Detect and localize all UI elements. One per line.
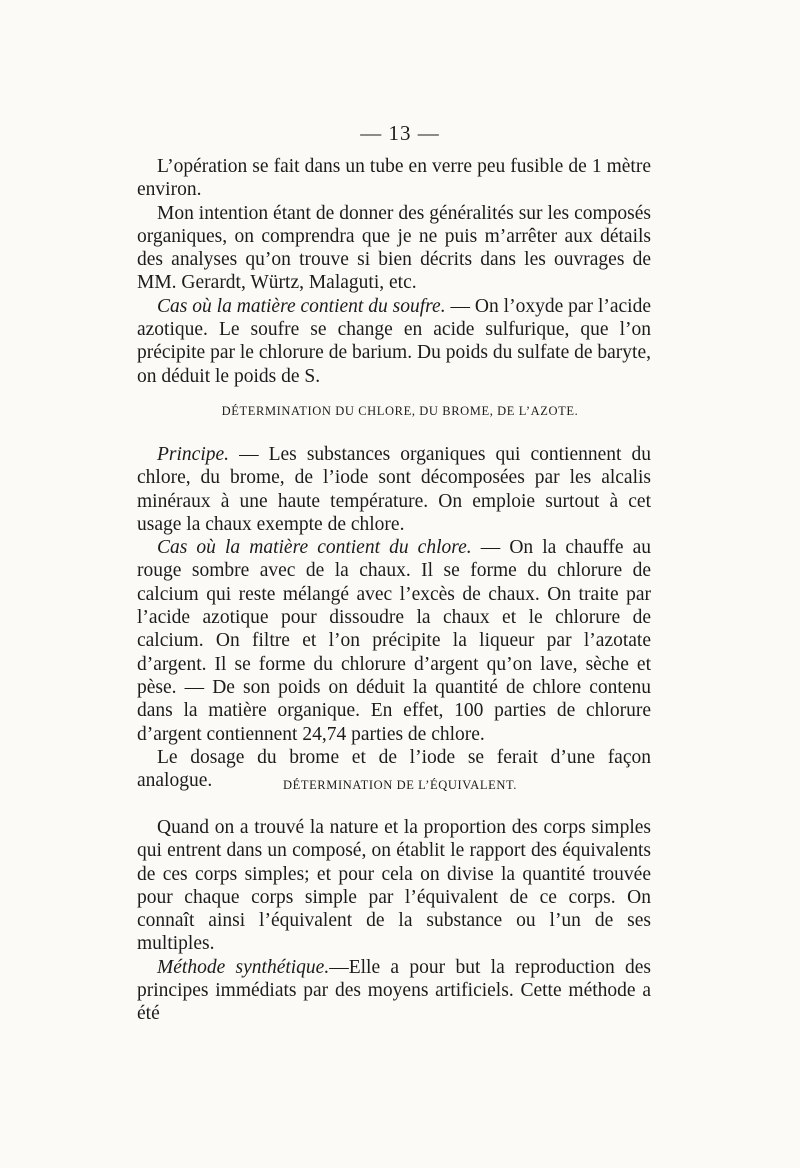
heading-equivalent: DÉTERMINATION DE L’ÉQUIVALENT. bbox=[282, 778, 518, 792]
section-opening bbox=[137, 155, 651, 388]
sulfur-case-text: — On l’oxyde par l’acide azotique. Le soufre se change en acide sulfurique, que l’on précipite par le chlorure de barium. Du poids du sulfate de baryte, on déduit le poids de S. bbox=[137, 295, 652, 387]
paragraph-operation: L’opération se fait dans un tube en verre peu fusible de 1 mètre environ. bbox=[137, 156, 651, 201]
heading-chlorine-bromine-nitrogen: DÉTERMINATION DU CHLORE, DU BROME, DE L’AZOTE. bbox=[221, 404, 579, 418]
paragraph-sulfur bbox=[137, 295, 651, 388]
chlorine-case-text: — On la chauffe au rouge sombre avec de la chaux. Il se forme du chlorure de calcium qui reste mélangé avec l’excès de chaux. On traite par l’acide azotique pour dissoudre la chaux et le chlorure de calcium. On filtre et l’on précipite la liqueur par l’azotate d’argent. Il se forme du chlorure d’argent qu’on lave, sèche et pèse. — De son poids on déduit la quantité de chlore contenu dans la matière organique. En effet, 100 parties de chlorure d’argent contiennent 24,74 parties de chlore. bbox=[137, 537, 651, 745]
paragraph-synthetic-method bbox=[137, 956, 651, 1026]
chlorine-case-title: Cas où la matière contient du chlore. bbox=[157, 537, 472, 559]
section-equivalent bbox=[137, 816, 651, 1026]
paragraph-principle bbox=[137, 443, 651, 536]
paragraph-equivalent: Quand on a trouvé la nature et la proportion des corps simples qui entrent dans un composé, on établit le rapport des équivalents de ces corps simples; et pour cela on divise la quantité trouvée pour chaque corps simple par l’équivalent de ce corps. On connaît ainsi l’équivalent de la substance ou l’un de ses multiples. bbox=[137, 817, 651, 955]
synthetic-method-title: Méthode synthétique. bbox=[157, 956, 330, 978]
principle-title: Principe. bbox=[157, 444, 230, 465]
principle-text: — Les substances organiques qui contiennent du chlore, du brome, de l’iode sont décomposées par les alcalis minéraux à une haute température. On emploie surtout à cet usage la chaux exempte de chlore. bbox=[137, 444, 651, 535]
synthetic-method-text: —Elle a pour but la reproduction des principes immédiats par des moyens artificiels. Cette méthode a été bbox=[137, 956, 651, 1025]
page-number: — 13 — bbox=[360, 121, 440, 145]
paragraph-bromine-iodine: Le dosage du brome et de l’iode se ferait d’une façon analogue. bbox=[137, 746, 651, 792]
paragraph-intention: Mon intention étant de donner des généralités sur les composés organiques, on comprendra que je ne puis m’arrêter aux détails des analyses qu’on trouve si bien décrits dans les ouvrages de MM. Gerardt, Würtz, Malaguti, etc. bbox=[137, 202, 651, 294]
paragraph-chlorine-case bbox=[137, 536, 651, 746]
section-chlorine bbox=[137, 443, 651, 792]
sulfur-case-title: Cas où la matière contient du soufre. bbox=[157, 295, 446, 317]
